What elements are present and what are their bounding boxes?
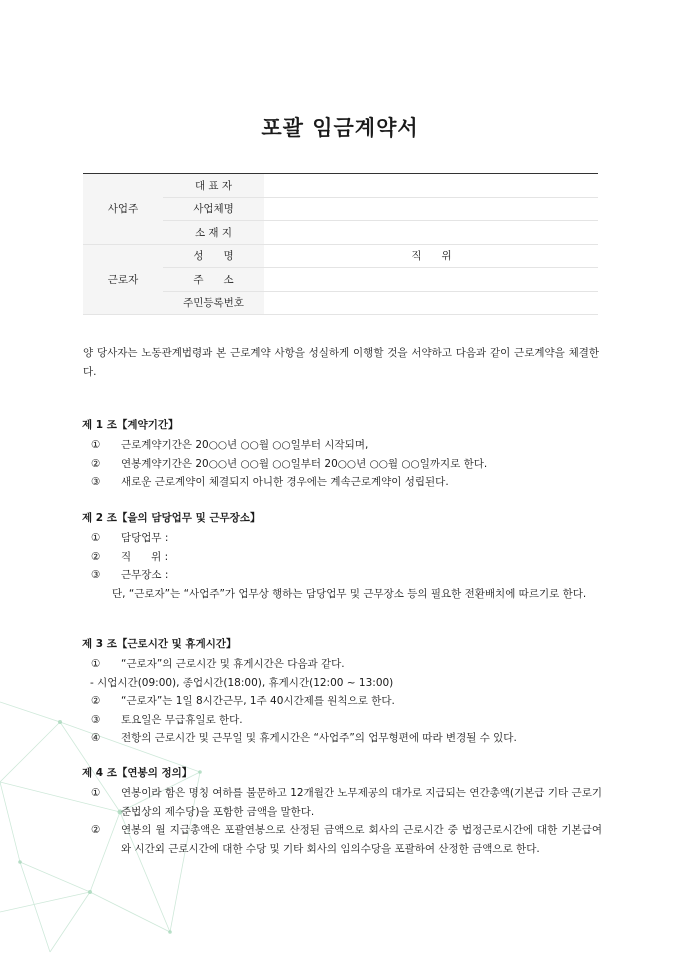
- business-address-label: 소 재 지: [163, 221, 264, 245]
- list-item: [82, 729, 602, 748]
- list-item: [82, 655, 602, 674]
- list-item: [82, 548, 602, 567]
- work-hours-line: - 시업시간(09:00), 종업시간(18:00), 휴게시간(12:00 ~ 13:00): [90, 676, 394, 689]
- article-3: [82, 636, 602, 748]
- item-text: 근무장소 :: [121, 569, 169, 581]
- item-text: 토요일은 무급휴일로 한다.: [121, 713, 243, 726]
- item-number: ①: [91, 787, 101, 799]
- article-heading: 제 1 조【계약기간】: [82, 419, 179, 431]
- list-item: [82, 784, 602, 821]
- worker-name-value[interactable]: [264, 244, 380, 268]
- item-text: 전항의 근로시간 및 근무일 및 휴게시간은 “사업주”의 업무형편에 따라 변경될 수 있다.: [121, 732, 517, 744]
- worker-position-label: 직 위: [380, 244, 483, 268]
- item-number: ②: [91, 824, 101, 836]
- continuation-text: 단, “근로자”는 “사업주”가 업무상 행하는 담당업무 및 근무장소 등의 필요한 전환배치에 따르기로 한다.: [112, 587, 587, 600]
- item-number: ③: [91, 569, 101, 581]
- item-text: 근로계약기간은 20○○년 ○○월 ○○일부터 시작되며,: [121, 439, 369, 451]
- intro-paragraph: 양 당사자는 노동관계법령과 본 근로계약 사항을 성실하게 이행할 것을 서약하고 다음과 같이 근로계약을 체결한다.: [83, 347, 599, 378]
- item-number: ②: [91, 457, 101, 470]
- list-item: [82, 529, 602, 548]
- business-name-label: 사업체명: [163, 197, 264, 221]
- item-number: ①: [91, 658, 101, 670]
- item-number: ④: [91, 732, 101, 744]
- item-number: ③: [91, 476, 101, 488]
- item-number: ②: [91, 695, 101, 707]
- resident-id-label: 주민등록번호: [163, 291, 264, 315]
- resident-id-value[interactable]: [264, 291, 598, 315]
- employer-group-label: 사업주: [83, 174, 163, 245]
- list-item: [82, 821, 602, 858]
- item-text: 새로운 근로계약이 체결되지 아니한 경우에는 계속근로계약이 성립된다.: [121, 476, 449, 488]
- article-1: [82, 417, 602, 492]
- worker-name-label: 성 명: [163, 244, 264, 268]
- worker-address-value[interactable]: [264, 268, 598, 292]
- item-text: “근로자”의 근로시간 및 휴게시간은 다음과 같다.: [121, 658, 345, 670]
- worker-position-value[interactable]: [483, 244, 598, 268]
- item-number: ③: [91, 713, 101, 726]
- list-item: [82, 692, 602, 711]
- item-text: 직 위 :: [121, 550, 169, 563]
- list-item: [82, 711, 602, 730]
- list-item: [82, 566, 602, 585]
- list-item: [82, 473, 602, 492]
- business-address-value[interactable]: [264, 221, 598, 245]
- item-text: 담당업무 :: [121, 532, 169, 544]
- article-heading: 제 4 조【연봉의 정의】: [82, 767, 193, 779]
- worker-address-label: 주 소: [163, 268, 264, 292]
- party-info-table: [83, 173, 598, 315]
- article-heading: 제 3 조【근로시간 및 휴게시간】: [82, 638, 237, 650]
- article-4: [82, 765, 602, 858]
- item-number: ①: [91, 439, 101, 451]
- article-2: [82, 510, 602, 603]
- item-text: 연봉계약기간은 20○○년 ○○월 ○○일부터 20○○년 ○○월 ○○일까지로 한다.: [121, 457, 488, 470]
- business-name-value[interactable]: [264, 197, 598, 221]
- representative-value[interactable]: [264, 174, 598, 198]
- list-item: [82, 455, 602, 474]
- worker-group-label: 근로자: [83, 244, 163, 315]
- article-heading: 제 2 조【을의 담당업무 및 근무장소】: [82, 512, 261, 524]
- list-item: [82, 436, 602, 455]
- item-number: ①: [91, 532, 101, 544]
- item-text: “근로자”는 1일 8시간근무, 1주 40시간제를 원칙으로 한다.: [121, 695, 395, 707]
- representative-label: 대 표 자: [163, 174, 264, 198]
- item-text: 연봉이라 함은 명칭 여하를 불문하고 12개월간 노무제공의 대가로 지급되는 연간총액(기본급 기타 근로기준법상의 제수당)을 포함한 금액을 말한다.: [121, 787, 602, 818]
- item-text: 연봉의 월 지급총액은 포괄연봉으로 산정된 금액으로 회사의 근로시간 중 법정근로시간에 대한 기본급여와 시간외 근로시간에 대한 수당 및 기타 회사의 임의수당을 포괄하여 산정한 금액으로 한다.: [121, 824, 602, 855]
- document-title: 포괄 임금계약서: [261, 116, 419, 140]
- item-number: ②: [91, 550, 101, 563]
